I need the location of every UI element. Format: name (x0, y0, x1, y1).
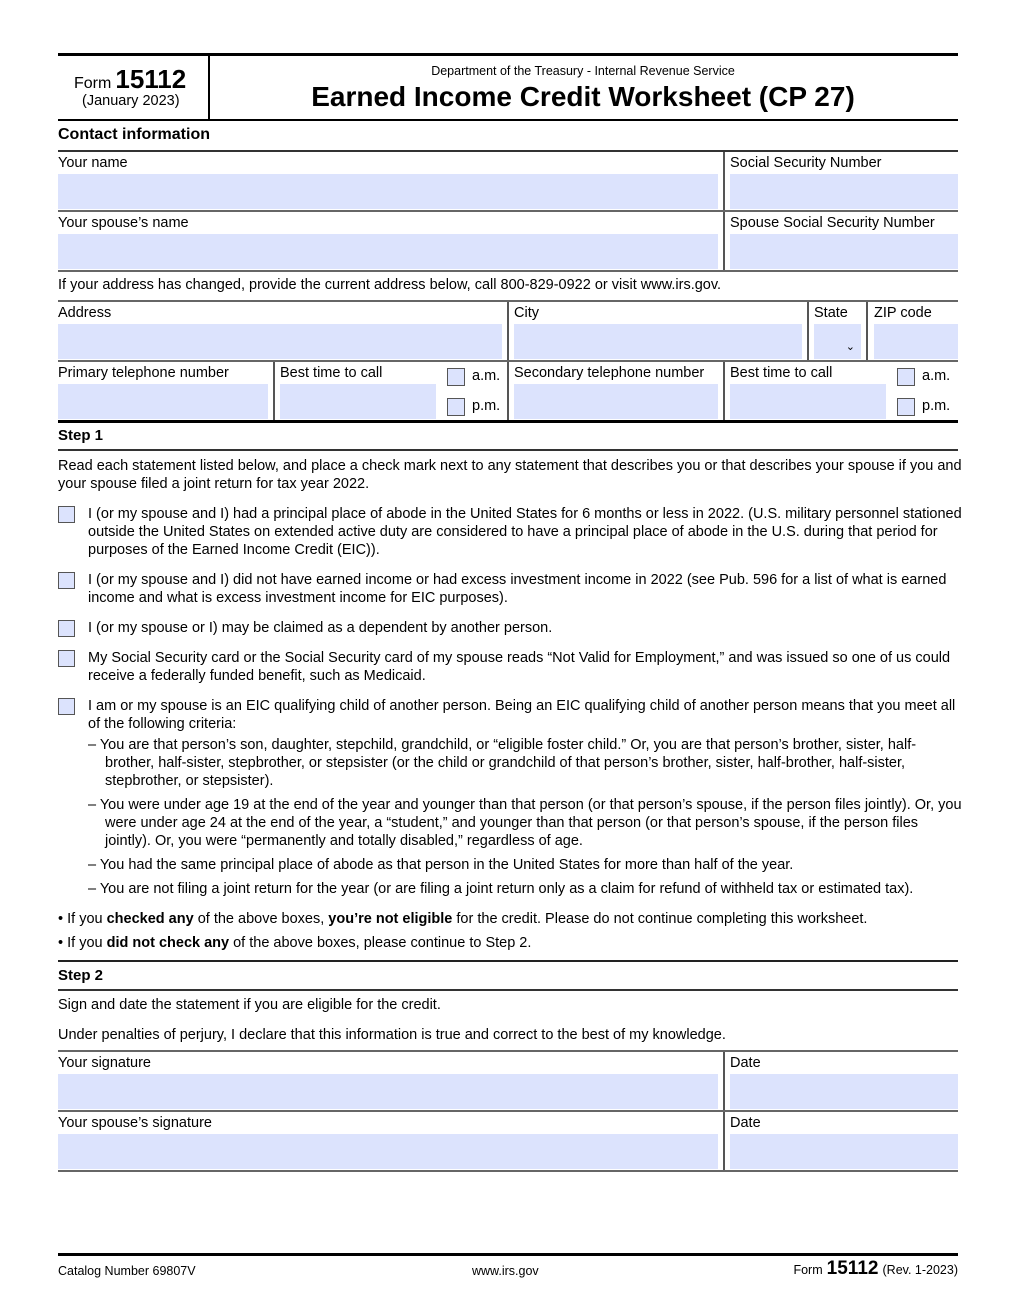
statement-3-text: I (or my spouse or I) may be claimed as a dependent by another person. (88, 620, 553, 636)
date-2-label: Date (730, 1115, 761, 1131)
footer-website: www.irs.gov (472, 1264, 539, 1278)
am-checkbox[interactable] (447, 368, 465, 386)
statement-1-text: I (or my spouse and I) had a principal place of abode in the United States for 6 months or less in 2022. (U.S. military personnel stationed outside the United States on extended active duty are considered to have a principal place of abode in the U.S. during that period for purposes of the Earned Income Credit (EIC)). (88, 506, 962, 558)
form-number: 15112 (115, 64, 187, 94)
step1-rule (58, 449, 958, 451)
continue-note: • If you did not check any of the above boxes, please continue to Step 2. (58, 935, 532, 951)
form-word: Form (74, 75, 112, 92)
best-time-2-input[interactable] (730, 384, 886, 419)
form-date: (January 2023) (82, 93, 180, 109)
city-label: City (514, 305, 539, 321)
catalog-number: Catalog Number 69807V (58, 1264, 196, 1278)
divider (807, 302, 809, 360)
state-label: State (814, 305, 848, 321)
step1-intro: Read each statement listed below, and place a check mark next to any statement that describes you or that describes your spouse if you and your spouse filed a joint return for tax year 2022. (58, 458, 962, 492)
spouse-name-label: Your spouse’s name (58, 215, 189, 231)
statement-5-checkbox[interactable] (58, 698, 75, 715)
spouse-ssn-label: Spouse Social Security Number (730, 215, 935, 231)
pm-checkbox[interactable] (447, 398, 465, 416)
statement-2-checkbox[interactable] (58, 572, 75, 589)
secondary-phone-label: Secondary telephone number (514, 365, 705, 381)
best-time-label: Best time to call (280, 365, 383, 381)
your-name-label: Your name (58, 155, 128, 171)
criteria-item: – You had the same principal place of abode as that person in the United States for more than half of the year. (88, 857, 794, 873)
row-rule (58, 1050, 958, 1052)
perjury-declaration: Under penalties of perjury, I declare that this information is true and correct to the best of my knowledge. (58, 1027, 726, 1043)
divider (273, 362, 275, 420)
chevron-down-icon: ⌄ (845, 341, 855, 353)
page-title: Earned Income Credit Worksheet (CP 27) (311, 81, 855, 112)
footer-form-id (793, 1258, 958, 1280)
statement-4-text: My Social Security card or the Social Security card of my spouse reads “Not Valid for Employment,” and was issued so one of us could receive a federally funded benefit, such as Medicaid. (88, 650, 951, 684)
secondary-phone-input[interactable] (514, 384, 718, 419)
statement-4-checkbox[interactable] (58, 650, 75, 667)
ssn-input[interactable] (730, 174, 958, 209)
form-id-block (58, 56, 210, 120)
primary-phone-label: Primary telephone number (58, 365, 229, 381)
statement-3-checkbox[interactable] (58, 620, 75, 637)
criteria-item: – You are not filing a joint return for the year (or are filing a joint return only as a claim for refund of withheld tax or estimated tax). (88, 881, 914, 897)
divider (723, 362, 725, 420)
criteria-item: – You are that person’s son, daughter, stepchild, grandchild, or “eligible foster child.” Or, you are that person’s brother, sister, half-brother, half-sister, stepbrother, or stepsister (or the child or grandchild of that person’s brother, sister, half-brother, half-sister, stepbrother, or stepsister). (88, 737, 917, 789)
statement-5-text: I am or my spouse is an EIC qualifying child of another person. Being an EIC qualifying child of another person means that you meet all of the following criteria: (88, 698, 956, 732)
date-2-input[interactable] (730, 1134, 958, 1169)
contact-rule (58, 150, 958, 152)
am-label: a.m. (472, 368, 501, 384)
date-label: Date (730, 1055, 761, 1071)
section-rule (58, 420, 958, 423)
row-rule (58, 210, 958, 212)
step2-instruction: Sign and date the statement if you are eligible for the credit. (58, 997, 441, 1013)
city-input[interactable] (514, 324, 802, 359)
spouse-name-input[interactable] (58, 234, 718, 269)
primary-phone-input[interactable] (58, 384, 268, 419)
address-input[interactable] (58, 324, 502, 359)
signature-input[interactable] (58, 1074, 718, 1109)
signature-label: Your signature (58, 1055, 151, 1071)
spouse-signature-input[interactable] (58, 1134, 718, 1169)
statement-1-checkbox[interactable] (58, 506, 75, 523)
spouse-ssn-input[interactable] (730, 234, 958, 269)
agency-name: Department of the Treasury - Internal Revenue Service (431, 64, 735, 78)
zip-input[interactable] (874, 324, 958, 359)
date-input[interactable] (730, 1074, 958, 1109)
row-rule (58, 1170, 958, 1172)
footer-form-number: 15112 (826, 1258, 879, 1279)
address-label: Address (58, 305, 112, 321)
footer-rule (58, 1253, 958, 1256)
statement-2-text: I (or my spouse and I) did not have earned income or had excess investment income in 2022 (see Pub. 596 for a list of what is earned income and what is excess investment income for EIC purposes). (88, 572, 947, 606)
step2-title: Step 2 (58, 967, 104, 984)
step2-rule (58, 989, 958, 991)
best-time-input[interactable] (280, 384, 436, 419)
address-note: If your address has changed, provide the current address below, call 800-829-0922 or visit www.irs.gov. (58, 277, 722, 293)
am-2-checkbox[interactable] (897, 368, 915, 386)
pm-label: p.m. (472, 398, 501, 414)
state-select[interactable] (814, 324, 861, 359)
step1-title: Step 1 (58, 427, 104, 444)
ssn-label: Social Security Number (730, 155, 882, 171)
zip-label: ZIP code (874, 305, 932, 321)
row-rule (58, 1110, 958, 1112)
criteria-item: – You were under age 19 at the end of the year and younger than that person (or that person’s spouse, if the person files jointly). Or, you were under age 24 at the end of the year, a “student,” and younger than that person (or that person’s spouse, if the person files jointly). Or, you were “permanently and totally disabled,” regardless of age. (88, 797, 962, 849)
header-bottom-rule (58, 119, 958, 121)
best-time-2-label: Best time to call (730, 365, 833, 381)
pm-2-label: p.m. (922, 398, 951, 414)
footer-form-word: Form (793, 1263, 823, 1277)
section-rule (58, 960, 958, 962)
not-eligible-note: • If you checked any of the above boxes, you’re not eligible for the credit. Please do not continue completing this worksheet. (58, 911, 868, 927)
spouse-signature-label: Your spouse’s signature (58, 1115, 212, 1131)
footer-revision: (Rev. 1-2023) (882, 1263, 958, 1277)
your-name-input[interactable] (58, 174, 718, 209)
divider (866, 302, 868, 360)
contact-section-title: Contact information (58, 126, 210, 143)
row-rule (58, 360, 958, 362)
pm-2-checkbox[interactable] (897, 398, 915, 416)
row-rule (58, 270, 958, 272)
am-2-label: a.m. (922, 368, 951, 384)
